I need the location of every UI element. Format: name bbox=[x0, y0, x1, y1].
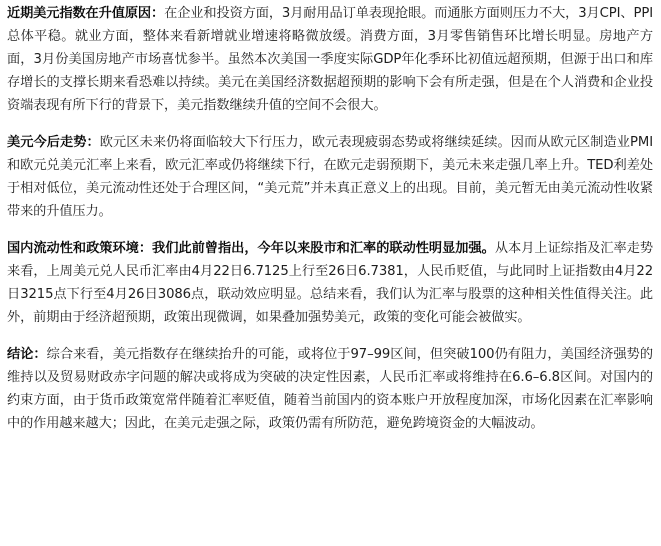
paragraph-body: 综合来看，美元指数存在继续抬升的可能，或将位于97–99区间，但突破100仍有阻力，美国经济强势的维持以及贸易财政赤字问题的解决或将成为突破的决定性因素，人民币汇率或将维持在6.6–6.8区间。对国内的约束方面，由于货币政策宽常伴随着汇率贬值，随着当前国内的资本账户开放程度加深，市场化因素在汇率影响中的作用越来越大；因此，在美元走强之际，政策仍需有所防范，避免跨境资金的大幅波动。 bbox=[7, 347, 653, 431]
paragraph-heading: 结论： bbox=[7, 347, 47, 362]
paragraph-conclusion bbox=[7, 343, 653, 435]
paragraph-heading: 近期美元指数在升值原因： bbox=[7, 6, 165, 21]
paragraph-domestic-liquidity-policy bbox=[7, 237, 653, 329]
paragraph-heading: 美元今后走势： bbox=[7, 135, 100, 150]
paragraph-emphasis: 我们此前曾指出，今年以来股市和汇率的联动性明显加强。 bbox=[152, 241, 495, 256]
paragraph-heading: 国内流动性和政策环境： bbox=[7, 241, 153, 256]
paragraph-body: 从本月上证综指及汇率走势来看，上周美元兑人民币汇率由4月22日6.7125上行至26日6.7381，人民币贬值，与此同时上证指数由4月22日3215点下行至4月26日3086点，联动效应明显。总结来看，我们认为汇率与股票的这种相关性值得关注。此外，前期由于经济超预期，政策出现微调，如果叠加强势美元，政策的变化可能会被做实。 bbox=[7, 241, 653, 325]
paragraph-body: 欧元区未来仍将面临较大下行压力，欧元表现疲弱态势或将继续延续。因而从欧元区制造业PMI和欧元兑美元汇率上来看，欧元汇率或仍将继续下行，在欧元走弱预期下，美元未来走强几率上升。TED利差处于相对低位，美元流动性还处于合理区间，“美元荒”并未真正意义上的出现。目前，美元暂无由美元流动性收紧带来的升值压力。 bbox=[7, 135, 653, 219]
paragraph-body: 在企业和投资方面，3月耐用品订单表现抢眼。而通胀方面则压力不大，3月CPI、PPI总体平稳。就业方面，整体来看新增就业增速将略微放缓。消费方面，3月零售销售环比增长明显。房地产方面，3月份美国房地产市场喜忧参半。虽然本次美国一季度实际GDP年化季环比初值远超预期，但源于出口和库存增长的支撑长期来看恐难以持续。美元在美国经济数据超预期的影响下会有所走强，但是在个人消费和企业投资端表现有所下行的背景下，美元指数继续升值的空间不会很大。 bbox=[7, 6, 653, 113]
paragraph-usd-outlook bbox=[7, 131, 653, 223]
paragraph-recent-usd-drivers bbox=[7, 2, 653, 117]
